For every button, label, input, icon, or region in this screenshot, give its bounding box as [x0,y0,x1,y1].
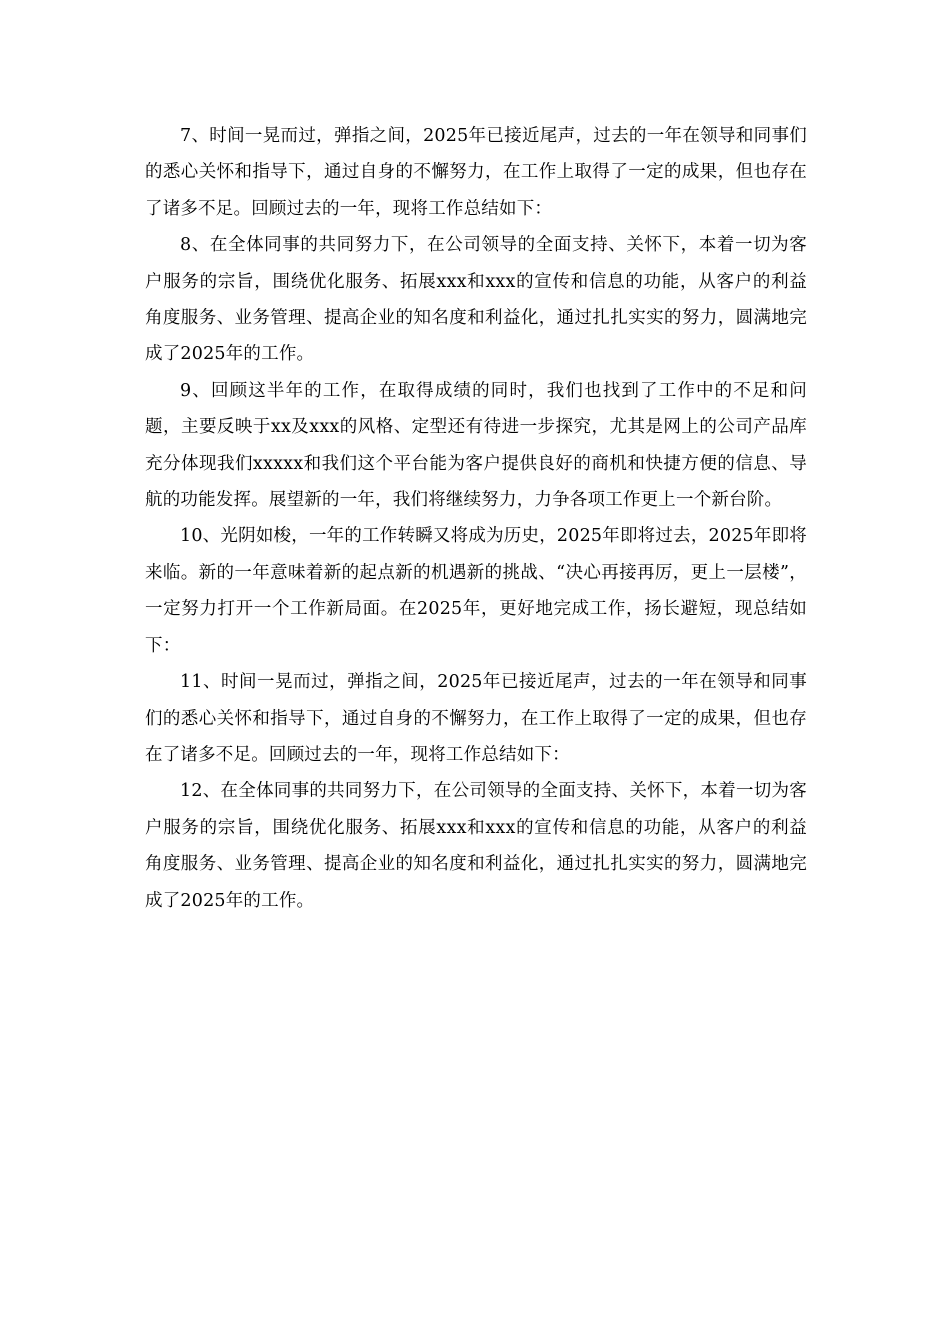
paragraph-10: 10、光阴如梭，一年的工作转瞬又将成为历史，2025年即将过去，2025年即将来临。新的一年意味着新的起点新的机遇新的挑战、“决心再接再厉，更上一层楼”，一定努力打开一个工作新局面。在2025年，更好地完成工作，扬长避短，现总结如下： [145,526,807,656]
paragraph-9: 9、回顾这半年的工作，在取得成绩的同时，我们也找到了工作中的不足和问题，主要反映于xx及xxx的风格、定型还有待进一步探究，尤其是网上的公司产品库充分体现我们xxxxx和我们这个平台能为客户提供良好的商机和快捷方便的信息、导航的功能发挥。展望新的一年，我们将继续努力，力争各项工作更上一个新台阶。 [145,380,807,511]
paragraph-7: 7、时间一晃而过，弹指之间，2025年已接近尾声，过去的一年在领导和同事们的悉心关怀和指导下，通过自身的不懈努力，在工作上取得了一定的成果，但也存在了诸多不足。回顾过去的一年，现将工作总结如下： [145,126,807,219]
document-body [145,118,807,919]
paragraph-8: 8、在全体同事的共同努力下，在公司领导的全面支持、关怀下，本着一切为客户服务的宗旨，围绕优化服务、拓展xxx和xxx的宣传和信息的功能，从客户的利益角度服务、业务管理、提高企业的知名度和利益化，通过扎扎实实的努力，圆满地完成了2025年的工作。 [145,235,807,365]
paragraph-11: 11、时间一晃而过，弹指之间，2025年已接近尾声，过去的一年在领导和同事们的悉心关怀和指导下，通过自身的不懈努力，在工作上取得了一定的成果，但也存在了诸多不足。回顾过去的一年，现将工作总结如下： [145,672,807,765]
paragraph-12: 12、在全体同事的共同努力下，在公司领导的全面支持、关怀下，本着一切为客户服务的宗旨，围绕优化服务、拓展xxx和xxx的宣传和信息的功能，从客户的利益角度服务、业务管理、提高企业的知名度和利益化，通过扎扎实实的努力，圆满地完成了2025年的工作。 [145,781,807,911]
